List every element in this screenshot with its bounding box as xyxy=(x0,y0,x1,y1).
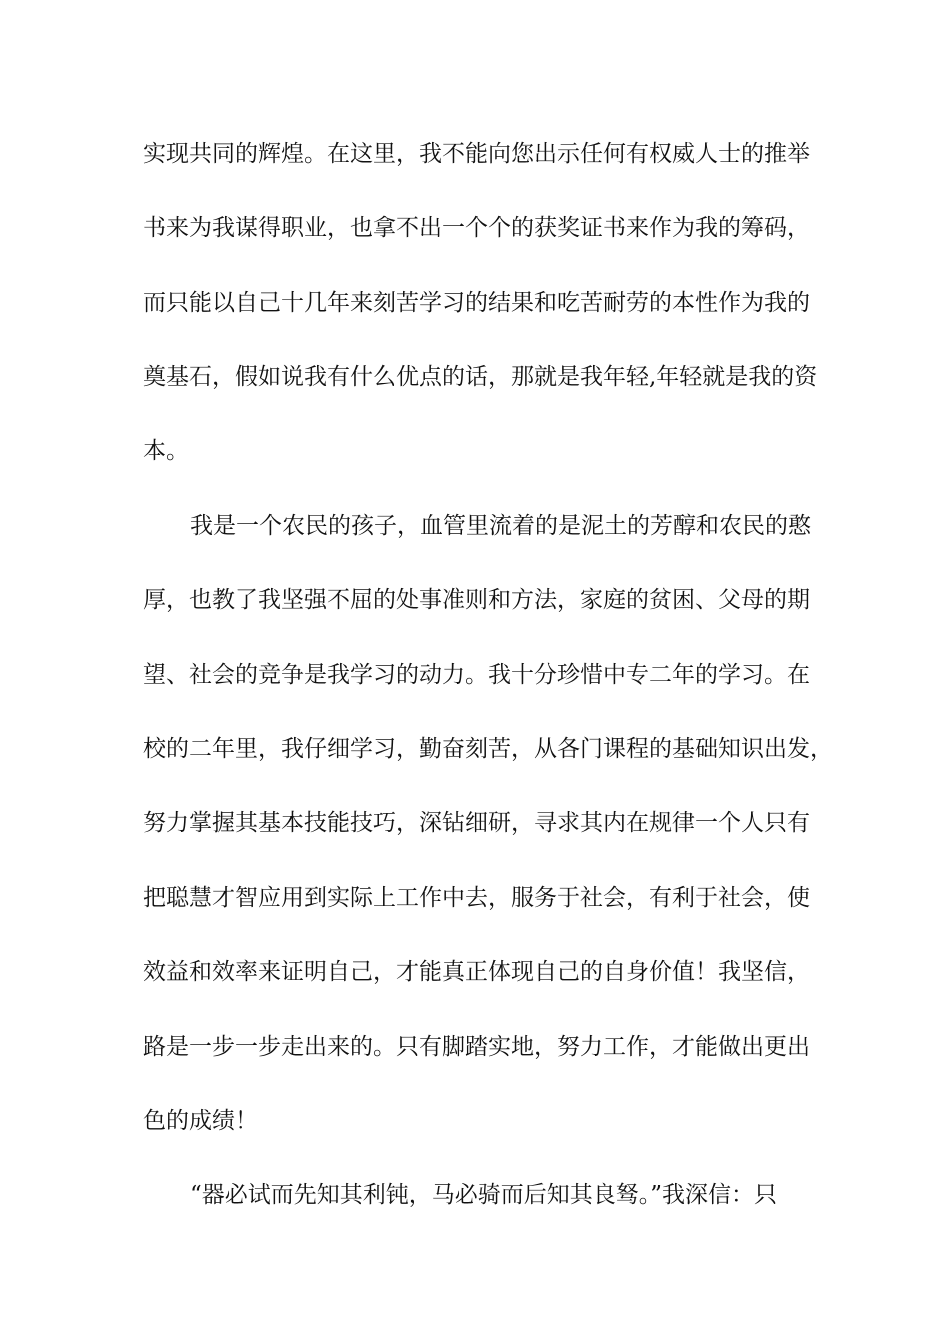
text-line: 厚，也教了我坚强不屈的处事准则和方法，家庭的贫困、父母的期 xyxy=(143,587,810,613)
text-line: 色的成绩！ xyxy=(143,1108,258,1134)
text-line: 书来为我谋得职业，也拿不出一个个的获奖证书来作为我的筹码， xyxy=(143,215,810,241)
text-line: 努力掌握其基本技能技巧，深钻细研，寻求其内在规律一个人只有 xyxy=(143,810,810,836)
text-line: 本。 xyxy=(143,438,189,464)
text-line: 奠基石，假如说我有什么优点的话，那就是我年轻,年轻就是我的资 xyxy=(143,364,818,390)
text-line: 实现共同的辉煌。在这里，我不能向您出示任何有权威人士的推举 xyxy=(143,141,810,167)
text-line: 把聪慧才智应用到实际上工作中去，服务于社会，有利于社会，使 xyxy=(143,885,810,911)
text-line: 而只能以自己十几年来刻苦学习的结果和吃苦耐劳的本性作为我的 xyxy=(143,290,810,316)
text-line: 效益和效率来证明自己，才能真正体现自己的自身价值！我坚信， xyxy=(143,959,810,985)
text-line: 校的二年里，我仔细学习，勤奋刻苦，从各门课程的基础知识出发， xyxy=(143,736,833,762)
text-line: 路是一步一步走出来的。只有脚踏实地，努力工作，才能做出更出 xyxy=(143,1034,810,1060)
text-line: 望、社会的竞争是我学习的动力。我十分珍惜中专二年的学习。在 xyxy=(143,662,810,688)
paragraph-start-line: 我是一个农民的孩子，血管里流着的是泥土的芳醇和农民的憨 xyxy=(190,513,811,539)
paragraph-start-line: “器必试而先知其利钝，马必骑而后知其良驽。”我深信：只 xyxy=(190,1182,778,1208)
